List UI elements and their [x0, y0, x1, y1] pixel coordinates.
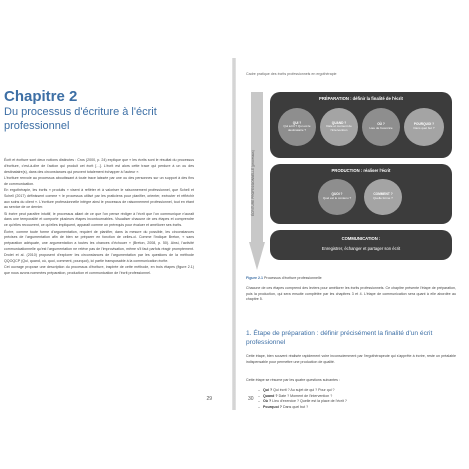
- paragraph: Écrire, comme toute forme d'argumentation, requiert de planifier, dans la mesure du possible, les circonstances précises de l'argumentation afin de bien se préparer en fonction de celles-ci. Comme l'indique Breton, « sans préparation adéquate, une argumentation a toutes les chances d'échouer » (Breton, 2008, p. 50). Ainsi, l'activité communicationnelle qu'est l'argumentation ne relève pas de l'improvisation, même s'il faut parfois réagir promptement. Drolet et al. (2010) proposent d'explorer les circonstances de l'argumentation par les questions de la méthode QQOQCP (Qui, quand, où, quoi, comment, pourquoi), ici partie transposable à la communication écrite.: [4, 229, 194, 263]
- right-page: [236, 58, 469, 410]
- question-key: Quand ?: [263, 393, 278, 398]
- chapter-title: Chapitre 2: [4, 88, 78, 105]
- paragraph: L'écriture renvoie au processus aboutissant à toute trace laissée par une ou des personnes sur un support à des fins de communication.: [4, 175, 194, 186]
- page-number-left: 29: [206, 396, 212, 402]
- oval-quand: [320, 108, 358, 146]
- question-text: Qui écrit ? Au sujet de qui ? Pour qui ?: [272, 388, 335, 392]
- paragraph: Cette étape se résume par les quatre questions suivantes :: [246, 378, 340, 382]
- paragraph: Cet ouvrage propose une description du processus d'écriture, inspirée de cette méthode, en trois étapes (figure 2.1) que nous avons nommées préparation, production et communication de l'écrit professionnel.: [4, 264, 194, 275]
- paragraph: Chacune de ces étapes comprend des leviers pour améliorer les écrits professionnels. Ce chapitre présente l'étape de préparation, puis la production, qui sera ensuite complétée par les chapitres 3 et 4. L'étape de communication sera quant à elle abordée au chapitre 5.: [246, 286, 456, 302]
- section-title: 1. Étape de préparation : définir précisément la finalité d'un écrit professionnel: [246, 330, 433, 346]
- page-number-right: 30: [248, 396, 254, 402]
- left-page: [0, 58, 232, 410]
- oval-text: Qui écrit ? Qui est le destinataire ?: [283, 124, 311, 132]
- list-item: [258, 405, 458, 411]
- phase-production: [270, 164, 452, 224]
- questions-list: [258, 388, 458, 410]
- running-head: Cadre pratique des écrits professionnels en ergothérapie: [246, 72, 337, 76]
- arrow-label: ÉCRITURE PROFESSIONNELLE (processus): [251, 150, 255, 216]
- question-key: Pourquoi ?: [263, 404, 282, 409]
- oval-text: Quelle forme ?: [373, 196, 393, 200]
- phase-communication-subtitle: Enregistrer, échanger et partager son écrit: [321, 246, 401, 251]
- process-diagram: [246, 88, 456, 268]
- oval-title: OÙ ?: [377, 122, 385, 127]
- paragraph: En ergothérapie, les écrits « produits » visent à refléter et à valoriser le raisonnement professionnel, que Schell et Schell (2017) définissent comme « le processus utilisé par les praticiens pour planifier, orienter, exécuter et réfléchir aux soins du client ». L'écriture professionnelle intègre ainsi le processus de raisonnement professionnel, tout en étant au service de ce dernier.: [4, 187, 194, 210]
- oval-pourquoi: [404, 108, 444, 146]
- oval-title: POURQUOI ?: [413, 122, 435, 127]
- oval-comment: [364, 179, 402, 215]
- oval-text: Lieu de l'exercice: [369, 126, 393, 130]
- paragraph: Écrit et écriture sont deux notions distinctes : Cros (2000, p. 24) explique que « les écrits sont le résultat du processus d'écriture, c'est-à-dire de l'action qui produit cet écrit […]. L'écrit est alors cette trace qui perdure à un ou des destinataire(s), dans des circonstances qui peuvent totalement échapper à l'auteur ».: [4, 158, 194, 174]
- phase-communication: [270, 230, 452, 260]
- phase-communication-title: COMMUNICATION :: [341, 236, 381, 241]
- question-text: Lieu d'exercice ? Quelle est la place de l'écrit ?: [271, 399, 347, 404]
- phase-preparation-title: PRÉPARATION : définir la finalité de l'écrit: [319, 96, 403, 101]
- oval-title: QUOI ?: [331, 192, 343, 197]
- phase-preparation: [270, 92, 452, 158]
- oval-text: Quel est le contenu ?: [322, 196, 352, 200]
- oval-title: QUI ?: [292, 120, 302, 125]
- oval-title: COMMENT ?: [373, 192, 393, 197]
- oval-text: Date et moment de l'intervention: [326, 124, 352, 132]
- paragraph: Si écrire peut paraître intuitif, le processus allant de ce que l'on pense rédiger à l'écrit que l'on communique n'aurait dans une temporalité et comporte plusieurs étapes incontournables. Visualiser chacune de ces étapes et comprendre ce qu'elles recouvrent, ce qu'elles impliquent, apparaît comme un prérequis pour évaluer et améliorer ses écrits.: [4, 211, 194, 228]
- chapter-subtitle: Du processus d'écriture à l'écrit professionnel: [4, 106, 157, 132]
- phase-production-title: PRODUCTION : réaliser l'écrit: [331, 168, 391, 173]
- figure-caption-text: Processus d'écriture professionnelle: [262, 276, 322, 280]
- oval-quoi: [318, 179, 356, 215]
- left-body-text: [4, 158, 194, 277]
- oval-title: QUAND ?: [331, 120, 347, 125]
- figure-caption: [246, 276, 322, 280]
- oval-qui: [278, 108, 316, 146]
- question-key: Qui ?: [263, 388, 273, 392]
- oval-ou: [362, 108, 400, 146]
- figure-caption-label: Figure 2.1: [246, 276, 263, 280]
- question-text: Dans quel but ?: [281, 404, 309, 409]
- paragraph: Cette étape, bien souvent réalisée rapidement voire inconsciemment par l'ergothérapeute qui s'apprête à écrire, reste un préalable indispensable pour permettre une production de qualité.: [246, 354, 456, 364]
- oval-text: Dans quel but ?: [413, 126, 435, 130]
- question-key: Où ?: [263, 399, 272, 404]
- question-text: Date ? Moment de l'intervention ?: [277, 393, 333, 398]
